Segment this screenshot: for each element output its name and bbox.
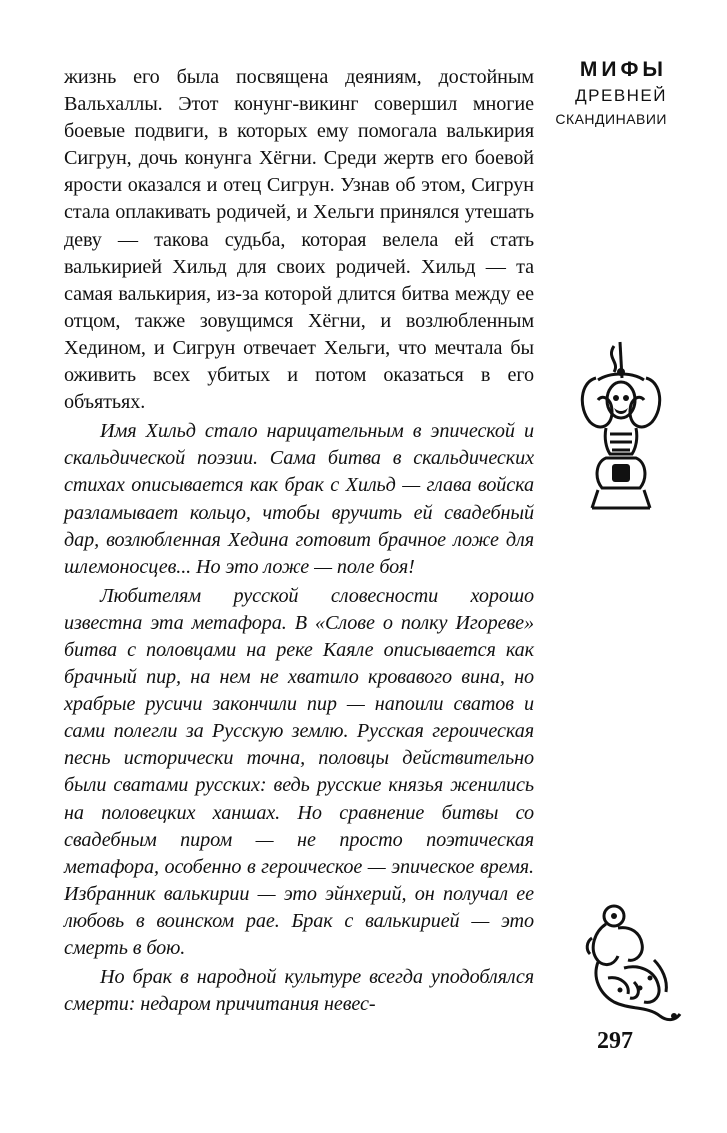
page-number: 297	[597, 1028, 633, 1054]
valkyrie-figure-ornament	[576, 338, 666, 518]
paragraph-4: Но брак в народной культуре всегда уподоблялся смерти: недаром причитания невес-	[64, 966, 534, 1016]
paragraph-3: Любителям русской словесности хорошо известна эта метафора. В «Слове о полку Игореве» битва с половцами на реке Каяле описывается как брачный пир, на нем не хватило кровавого вина, но храбрые русичи закончили пир — напоили сватов и сами полегли за Русскую землю. Русская героическая песнь исторически точна, половцы действительно были сватами русских: ведь русские князья женились на половецких ханшах. Но сравнение битвы со свадебным пиром — не просто поэтическая метафора, особенно в героическое — эпическое время. Избранник валькирии — это эйнхерий, он получал ее любовь в воинском рае. Брак с валькирией — это смерть в бою.	[64, 584, 534, 959]
running-head	[555, 56, 667, 130]
paragraph-1: жизнь его была посвящена деяниям, достойным Вальхаллы. Этот конунг-викинг совершил многие боевые подвиги, в которых ему помогала валькирия Сигрун, дочь конунга Хёгни. Среди жертв его боевой ярости оказался и отец Сигрун. Узнав об этом, Сигрун стала оплакивать родичей, и Хельги принялся утешать деву — такова судьба, которая велела ей стать валькирией Хильд для своих родичей. Хильд — та самая валькирия, из-за которой длится битва между ее отцом, также зовущимся Хёгни, и возлюбленным Хедином, и Сигрун отвечает Хельги, что мечтала бы оживить всех убитых и потом оказаться в его объятьях.	[64, 66, 534, 414]
running-head-line3: СКАНДИНАВИИ	[555, 111, 667, 127]
running-head-line1: МИФЫ	[579, 58, 667, 81]
knotwork-beast-ornament	[584, 898, 684, 1028]
running-head-line2: ДРЕВНЕЙ	[575, 86, 667, 105]
body-text	[64, 64, 534, 1018]
paragraph-2: Имя Хильд стало нарицательным в эпической и скальдической поэзии. Сама битва в скальдических стихах описывается как брак с Хильд — глава войска разламывает кольцо, чтобы вручить ей свадебный дар, возлюбленная Хедина готовит брачное ложе для шлемоносцев... Но это ложе — поле боя!	[64, 420, 534, 578]
